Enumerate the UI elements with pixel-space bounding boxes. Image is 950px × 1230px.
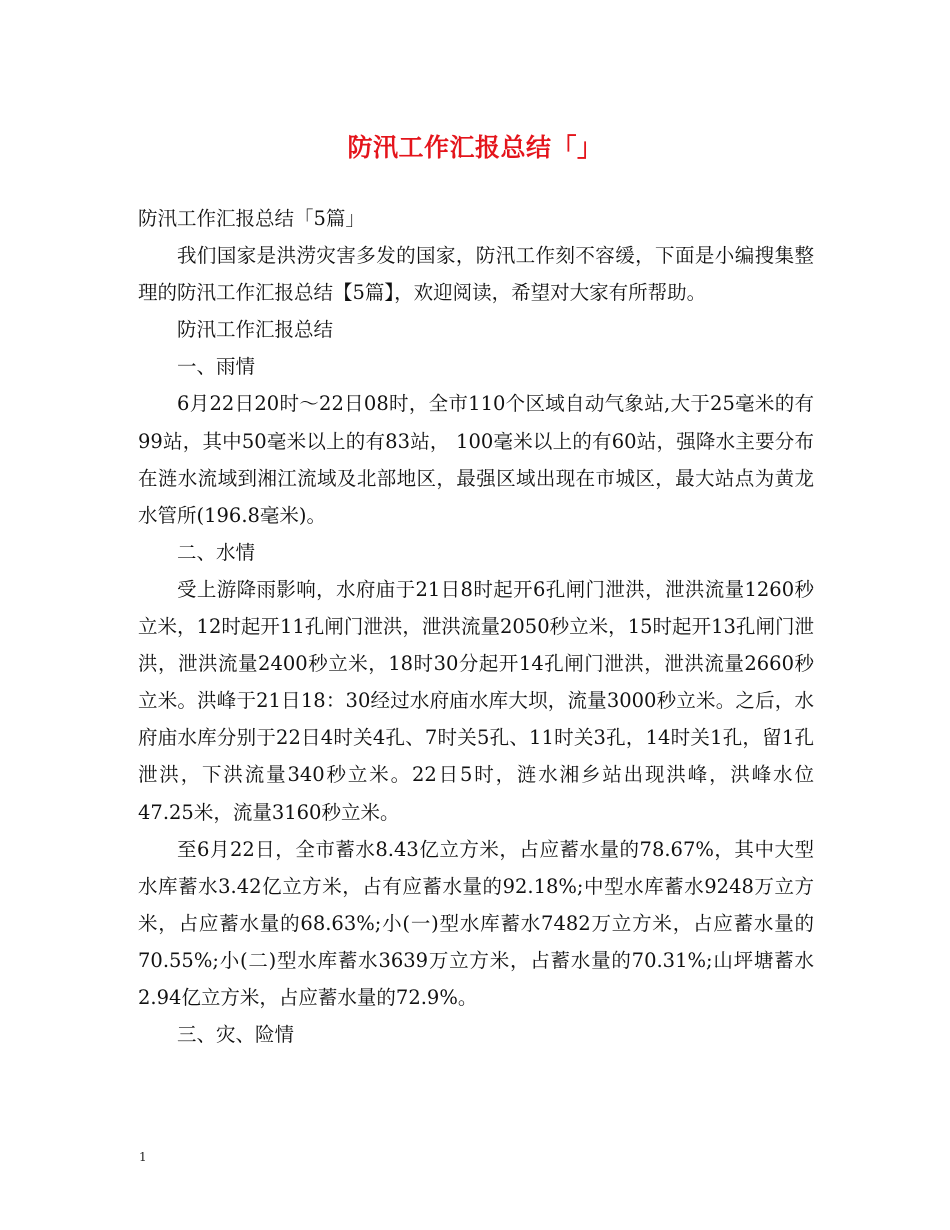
page-number: 1 xyxy=(139,1150,147,1164)
intro-paragraph: 我们国家是洪涝灾害多发的国家，防汛工作刻不容缓，下面是小编搜集整理的防汛工作汇报总结【5篇】，欢迎阅读，希望对大家有所帮助。 xyxy=(138,244,814,305)
subtitle-paragraph: 防汛工作汇报总结「5篇」 xyxy=(138,207,365,230)
section-heading: 防汛工作汇报总结 xyxy=(177,318,334,342)
document-title: 防汛工作汇报总结「」 xyxy=(347,133,603,162)
rain-paragraph: 6月22日20时～22日08时，全市110个区域自动气象站,大于25毫米的有99站，其中50毫米以上的有83站， 100毫米以上的有60站，强降水主要分布在涟水流域到湘江流域及北部地区，最强区域出现在市城区，最大站点为黄龙水管所(196.8毫米)。 xyxy=(138,392,814,527)
rain-heading: 一、雨情 xyxy=(177,355,256,379)
water-paragraph: 受上游降雨影响，水府庙于21日8时起开6孔闸门泄洪，泄洪流量1260秒立米，12时起开11孔闸门泄洪，泄洪流量2050秒立米，15时起开13孔闸门泄洪，泄洪流量2400秒立米，18时30分起开14孔闸门泄洪，泄洪流量2660秒立米。洪峰于21日18：30经过水府庙水库大坝，流量3000秒立米。之后，水府庙水库分别于22日4时关4孔、7时关5孔、11时关3孔，14时关1孔，留1孔泄洪，下洪流量340秒立米。22日5时，涟水湘乡站出现洪峰，洪峰水位47.25米，流量3160秒立米。 xyxy=(138,577,814,824)
storage-paragraph: 至6月22日，全市蓄水8.43亿立方米，占应蓄水量的78.67%，其中大型水库蓄水3.42亿立方米，占有应蓄水量的92.18%;中型水库蓄水9248万立方米，占应蓄水量的68.63%;小(一)型水库蓄水7482万立方米，占应蓄水量的70.55%;小(二)型水库蓄水3639万立方米，占蓄水量的70.31%;山坪塘蓄水2.94亿立方米，占应蓄水量的72.9%。 xyxy=(138,837,814,1009)
document-body xyxy=(138,200,814,1053)
water-heading: 二、水情 xyxy=(177,540,256,564)
disaster-heading: 三、灾、险情 xyxy=(177,1023,295,1047)
